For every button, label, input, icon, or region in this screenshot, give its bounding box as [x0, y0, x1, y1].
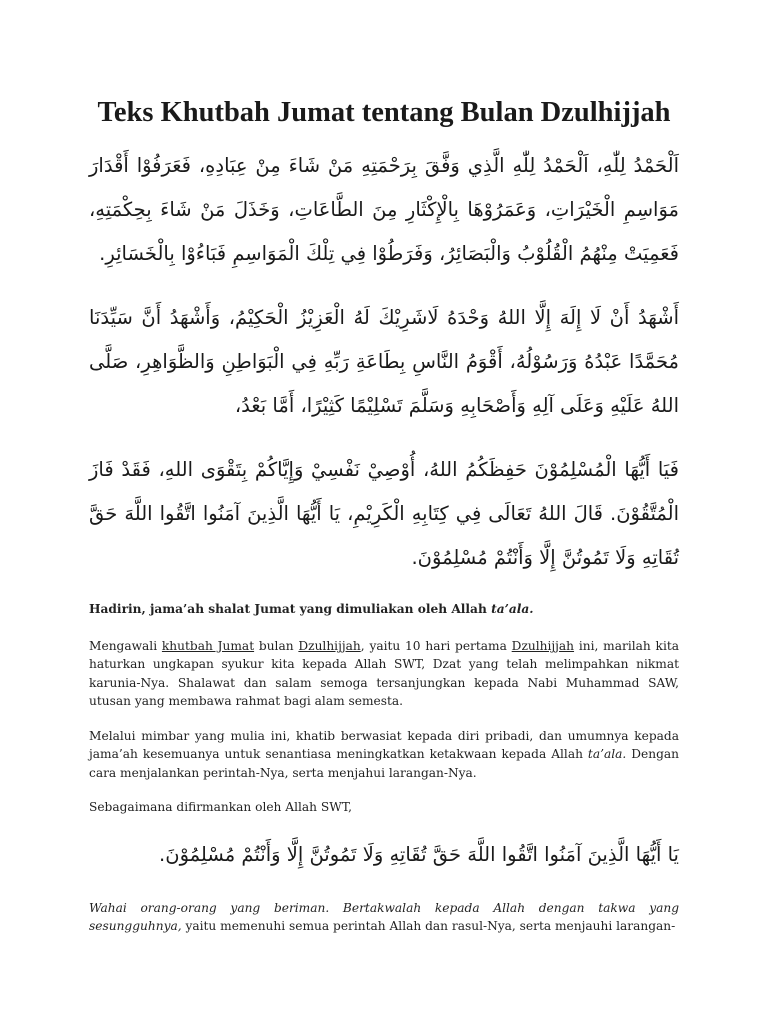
link-dzulhijjah-2[interactable]: Dzulhijjah	[511, 638, 575, 653]
arabic-wasiat: فَيَا أَيُّهَا الْمُسْلِمُوْنَ حَفِظَكُمُ اللهُ، أُوْصِيْ نَفْسِيْ وَإِيَّاكُمْ بِتَقْوَى اللهِ، فَقَدْ فَازَ الْمُتَّقُوْنَ. قَالَ اللهُ تَعَالَى فِي كِتَابِهِ الْكَرِيْمِ، يَا أَيُّهَا الَّذِينَ آمَنُوا اتَّقُوا اللَّهَ حَقَّ تُقَاتِهِ وَلَا تَمُوتُنَّ إِلَّا وَأَنْتُمْ مُسْلِمُوْنَ.	[89, 458, 679, 569]
para2-text-1: Melalui mimbar yang mulia ini, khatib berwasiat kepada diri pribadi, dan umumnya kepada jama’ah kesemuanya untuk senantiasa meningkatkan ketakwaan kepada Allah	[89, 728, 679, 761]
paragraph-wasiat	[89, 727, 679, 783]
translation-italic: Wahai orang-orang yang beriman. Bertakwalah kepada Allah dengan takwa yang sesungguhnya,	[89, 900, 679, 933]
para2-italic: ta’ala.	[587, 747, 627, 761]
arabic-shahada: أَشْهَدُ أَنْ لَا إِلَهَ إِلَّا اللهُ وَحْدَهُ لَاشَرِيْكَ لَهُ الْعَزِيْزُ الْحَكِيْمُ، وَأَشْهَدُ أَنَّ سَيِّدَنَا مُحَمَّدًا عَبْدُهُ وَرَسُوْلُهُ، أَقْوَمُ النَّاسِ بِطَاعَةِ رَبِّهِ فِي الْبَوَاطِنِ وَالظَّوَاهِرِ، صَلَّى اللهُ عَلَيْهِ وَعَلَى آلِهِ وَأَصْحَابِهِ وَسَلَّمَ تَسْلِيْمًا كَثِيْرًا، أَمَّا بَعْدُ،	[89, 306, 679, 417]
link-dzulhijjah-1[interactable]: Dzulhijjah	[298, 638, 361, 653]
greeting-heading	[89, 600, 679, 619]
arabic-verse: يَا أَيُّهَا الَّذِينَ آمَنُوا اتَّقُوا اللَّهَ حَقَّ تُقَاتِهِ وَلَا تَمُوتُنَّ إِلَّا وَأَنْتُمْ مُسْلِمُوْنَ.	[159, 842, 679, 866]
para1-text-3: , yaitu 10 hari pertama	[360, 638, 512, 653]
translation-text: yaitu memenuhi semua perintah Allah dan rasul-Nya, serta menjauhi larangan-	[181, 919, 676, 933]
page-title: Teks Khutbah Jumat tentang Bulan Dzulhijjah	[97, 97, 671, 128]
para2-text-2: Dengan cara menjalankan perintah-Nya, serta menjahui larangan-Nya.	[89, 747, 679, 780]
greeting-text: Hadirin, jama’ah shalat Jumat yang dimuliakan oleh Allah	[89, 602, 492, 616]
paragraph-opening	[89, 637, 679, 711]
paragraph-firman-intro: Sebagaimana difirmankan oleh Allah SWT,	[89, 800, 352, 814]
paragraph-translation	[89, 899, 679, 936]
arabic-opening-praise: اَلْحَمْدُ لِلّٰهِ، اَلْحَمْدُ لِلّٰهِ الَّذِي وَفَّقَ بِرَحْمَتِهِ مَنْ شَاءَ مِنْ عِبَادِهِ، فَعَرَفُوْا أَقْدَارَ مَوَاسِمِ الْخَيْرَاتِ، وَعَمَرُوْهَا بِالْإِكْثَارِ مِنَ الطَّاعَاتِ، وَخَذَلَ مَنْ شَاءَ بِحِكْمَتِهِ، فَعَمِيَتْ مِنْهُمُ الْقُلُوْبُ وَالْبَصَائِرُ، وَفَرَطُوْا فِي تِلْكَ الْمَوَاسِمِ فَبَاءُوْا بِالْخَسَائِرِ.	[89, 154, 679, 265]
greeting-italic: ta’ala.	[491, 602, 534, 616]
para1-text-1: Mengawali	[89, 638, 162, 653]
document-page	[89, 94, 679, 952]
para1-text-2: bulan	[254, 638, 299, 653]
para1-text-4: ini, marilah kita haturkan ungkapan syukur kita kepada Allah SWT, Dzat yang telah melimpahkan nikmat karunia-Nya. Shalawat dan salam semoga tersanjungkan kepada Nabi Muhammad SAW, utusan yang membawa rahmat bagi alam semesta.	[89, 638, 680, 708]
link-khutbah-jumat[interactable]: khutbah Jumat	[161, 638, 255, 653]
